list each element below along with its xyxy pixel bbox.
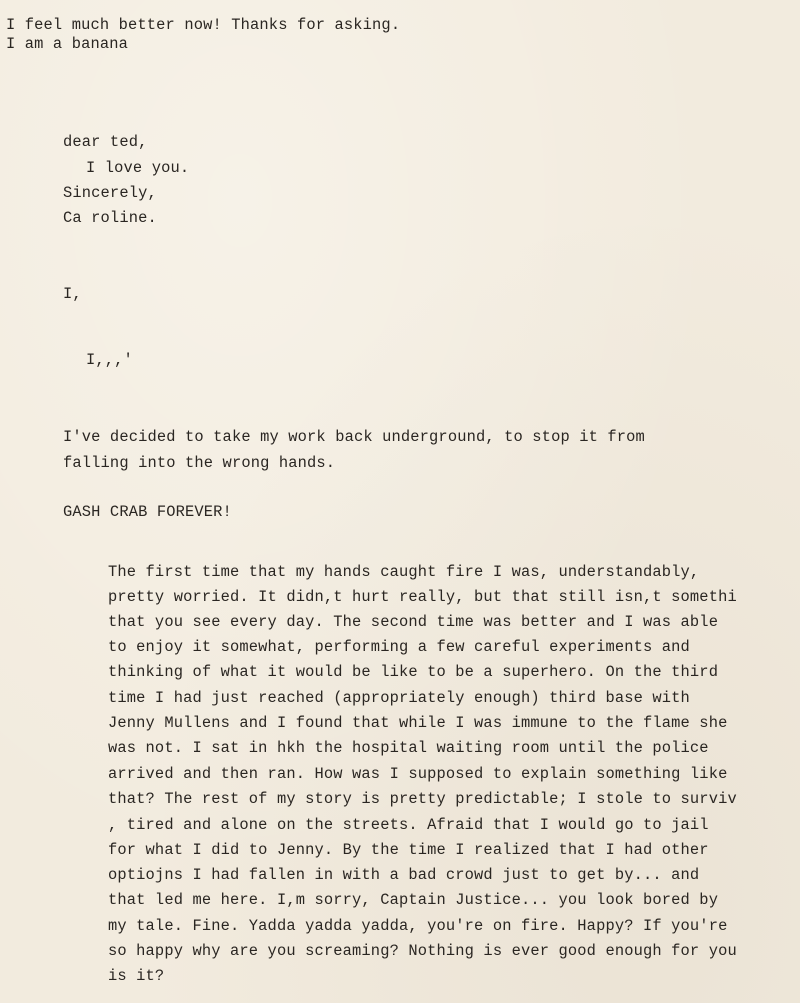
letter-body: I love you. [86, 159, 190, 177]
story-line: that? The rest of my story is pretty predictable; I stole to surviv [108, 790, 737, 808]
header-note-line: I feel much better now! Thanks for asking. [6, 16, 401, 34]
story-line: pretty worried. It didn,t hurt really, but that still isn,t somethi [108, 588, 737, 606]
letter-closing: Sincerely, [63, 184, 157, 202]
story-line: is it? [108, 967, 165, 985]
slogan: GASH CRAB FOREVER! [63, 503, 232, 521]
story-line: thinking of what it would be like to be a superhero. On the third [108, 663, 719, 681]
announcement-line: falling into the wrong hands. [63, 454, 336, 472]
story-line: was not. I sat in hkh the hospital waiting room until the police [108, 739, 709, 757]
letter-salutation: dear ted, [63, 133, 148, 151]
story-line: arrived and then ran. How was I supposed to explain something like [108, 765, 728, 783]
fragment-line: I,,,' [86, 351, 133, 369]
story-line: so happy why are you screaming? Nothing is ever good enough for you [108, 942, 737, 960]
story-line: , tired and alone on the streets. Afraid that I would go to jail [108, 816, 709, 834]
story-line: Jenny Mullens and I found that while I was immune to the flame she [108, 714, 728, 732]
story-line: that led me here. I,m sorry, Captain Justice... you look bored by [108, 891, 719, 909]
story-line: to enjoy it somewhat, performing a few careful experiments and [108, 638, 690, 656]
story-line: The first time that my hands caught fire I was, understandably, [108, 563, 700, 581]
letter-signature: Ca roline. [63, 209, 157, 227]
story-line: that you see every day. The second time was better and I was able [108, 613, 719, 631]
story-line: for what I did to Jenny. By the time I realized that I had other [108, 841, 709, 859]
story-line: my tale. Fine. Yadda yadda yadda, you're on fire. Happy? If you're [108, 917, 728, 935]
story-line: optiojns I had fallen in with a bad crowd just to get by... and [108, 866, 700, 884]
header-note-line: I am a banana [6, 35, 129, 53]
announcement-line: I've decided to take my work back underground, to stop it from [63, 428, 645, 446]
fragment-line: I, [63, 285, 82, 303]
story-line: time I had just reached (appropriately enough) third base with [108, 689, 690, 707]
